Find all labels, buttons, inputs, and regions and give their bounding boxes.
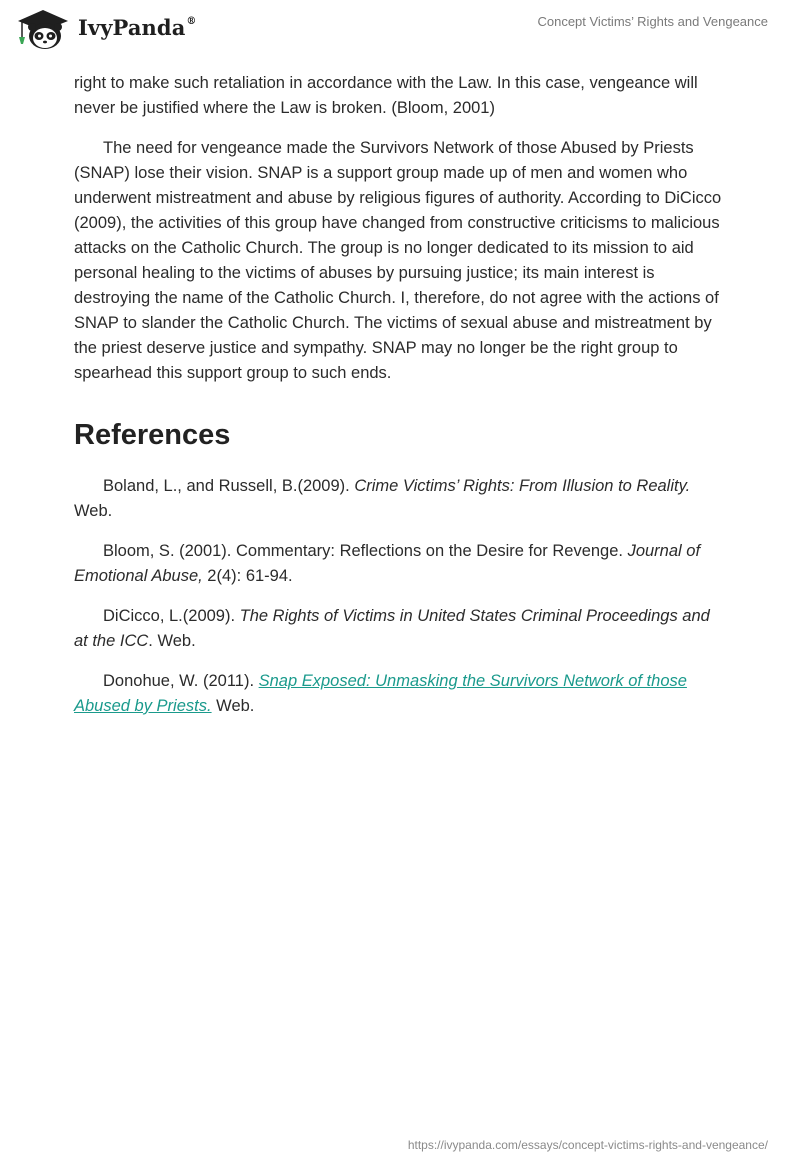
reference-item	[74, 539, 724, 589]
panda-graduate-logo-icon	[14, 7, 72, 51]
reference-suffix: 2(4): 61-94.	[202, 567, 293, 585]
reference-link[interactable]: Snap Exposed: Unmasking the Survivors Network of those Abused by Priests.	[74, 672, 687, 715]
footer-source-url: https://ivypanda.com/essays/concept-victims-rights-and-vengeance/	[407, 1138, 768, 1152]
references-heading: References	[74, 419, 231, 451]
essay-content	[74, 71, 724, 734]
reference-item	[74, 604, 724, 654]
reference-author: Boland, L., and Russell, B.(2009).	[103, 477, 355, 495]
reference-item	[74, 669, 724, 719]
reference-suffix: Web.	[211, 697, 255, 715]
reference-title: Journal of Emotional Abuse,	[74, 542, 701, 585]
registered-mark: ®	[186, 15, 197, 27]
reference-author: Bloom, S. (2001). Commentary: Reflections on the Desire for Revenge.	[103, 542, 628, 560]
brand-name	[78, 15, 197, 40]
body-paragraph: The need for vengeance made the Survivors Network of those Abused by Priests (SNAP) lose their vision. SNAP is a support group made up of men and women who underwent mistreatment and abuse by religious figures of authority. According to DiCicco (2009), the activities of this group have changed from constructive criticisms to malicious attacks on the Catholic Church. The group is no longer dedicated to its mission to aid personal healing to the victims of abuses by pursuing justice; its main interest is destroying the name of the Catholic Church. I, therefore, do not agree with the actions of SNAP to slander the Catholic Church. The victims of sexual abuse and mistreatment by the priest deserve justice and sympathy. SNAP may no longer be the right group to spearhead this support group to such ends.	[74, 139, 722, 382]
document-title: Concept Victims’ Rights and Vengeance	[537, 14, 768, 29]
ivypanda-logo[interactable]	[14, 7, 197, 51]
reference-item	[74, 474, 724, 524]
brand-text: IvyPanda	[78, 14, 186, 40]
reference-author: Donohue, W. (2011).	[103, 672, 259, 690]
reference-suffix: Web.	[74, 502, 113, 520]
body-paragraph: right to make such retaliation in accordance with the Law. In this case, vengeance will never be justified where the Law is broken. (Bloom, 2001)	[74, 74, 698, 117]
reference-title: Crime Victims’ Rights: From Illusion to Reality.	[354, 477, 691, 495]
page-header	[0, 0, 800, 64]
reference-title: The Rights of Victims in United States Criminal Proceedings and at the ICC	[74, 607, 710, 650]
reference-author: DiCicco, L.(2009).	[103, 607, 240, 625]
reference-suffix: . Web.	[148, 632, 196, 650]
